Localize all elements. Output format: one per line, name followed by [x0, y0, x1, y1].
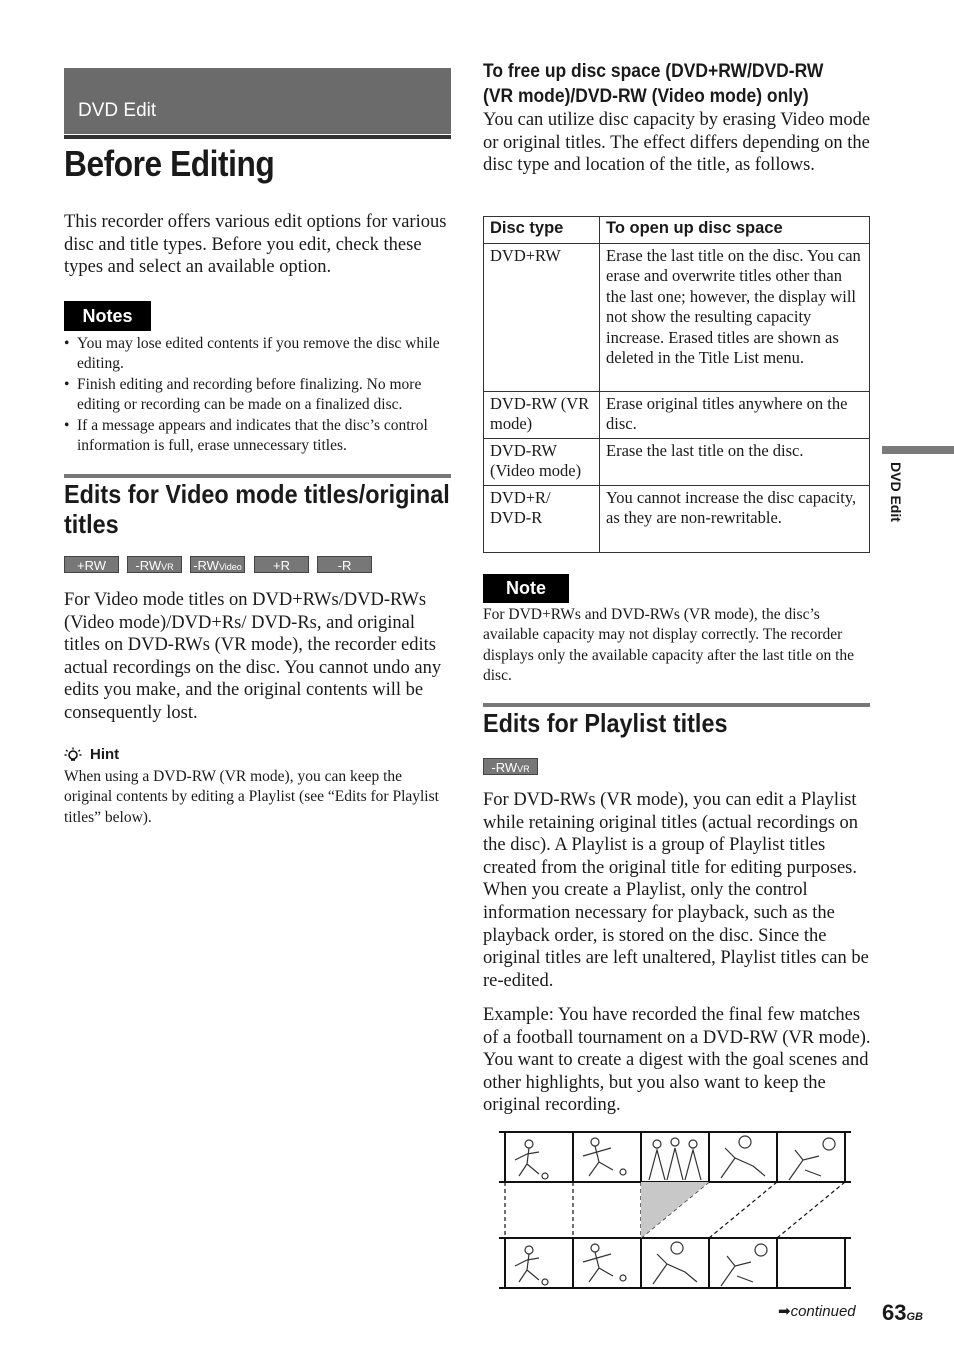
heading-rule: [483, 703, 870, 707]
table-header: Disc type: [484, 217, 600, 244]
free-space-paragraph: You can utilize disc capacity by erasing Video mode or original titles. The effect differs depending on the disc type and location of the title, as follows.: [483, 110, 871, 176]
note-text: For DVD+RWs and DVD-RWs (VR mode), the disc’s available capacity may not display correctly. The recorder displays only the available capacity after the last title on the disc.: [483, 606, 855, 685]
notes-list: [64, 334, 451, 456]
page-title: Before Editing: [64, 143, 275, 184]
notes-label: Notes: [64, 301, 151, 331]
badge-plus-r: +R: [254, 556, 309, 573]
badge-minus-rw-vr: -RWVR: [127, 556, 182, 573]
page-number-suffix: GB: [906, 1311, 923, 1323]
banner-rule: [64, 135, 451, 139]
page-number: [882, 1300, 923, 1326]
arrow-right-icon: ➡: [778, 1303, 791, 1320]
side-tab-bar: [882, 446, 954, 454]
section-label: DVD Edit: [78, 100, 157, 121]
section-banner: [64, 68, 451, 134]
hint-text: When using a DVD-RW (VR mode), you can keep the original contents by editing a Playlist (see “Edits for Playlist titles” below).: [64, 768, 439, 826]
note-item: • Finish editing and recording before finalizing. No more editing or recording can be made on a finalized disc.: [64, 375, 451, 416]
lightbulb-icon: [64, 747, 82, 765]
table-cell: You cannot increase the disc capacity, as they are non-rewritable.: [600, 486, 870, 553]
continued-text: continued: [790, 1303, 856, 1320]
table-cell: DVD-RW (Video mode): [484, 439, 600, 486]
table-row: [484, 439, 870, 486]
playlist-illustration: [499, 1130, 853, 1290]
note-item: • If a message appears and indicates that the disc’s control information is full, erase unnecessary titles.: [64, 416, 451, 457]
page-number-value: 63: [882, 1300, 907, 1325]
table-header: To open up disc space: [600, 217, 870, 244]
table-cell: DVD+R/ DVD-R: [484, 486, 600, 553]
badge-plus-rw: +RW: [64, 556, 119, 573]
note-item: • You may lose edited contents if you remove the disc while editing.: [64, 334, 451, 375]
badge-minus-r: -R: [317, 556, 372, 573]
disc-space-table: [483, 216, 870, 553]
table-row: [484, 392, 870, 439]
playlist-paragraph: For DVD-RWs (VR mode), you can edit a Playlist while retaining original titles (actual recordings on the disc). A Playlist is a group of Playlist titles created from the original title for editing purposes. When you create a Playlist, only the control information necessary for playback, such as the playback order, is stored on the disc. Since the original titles are left unaltered, Playlist titles can be re-edited.: [483, 790, 869, 991]
note-label: Note: [483, 574, 569, 603]
table-cell: DVD+RW: [484, 244, 600, 392]
video-mode-paragraph: For Video mode titles on DVD+RWs/DVD-RWs (Video mode)/DVD+Rs/ DVD-Rs, and original titles on DVD-RWs (VR mode), the recorder edits actual recordings on the disc. You cannot undo any edits you make, and the original contents will be consequently lost.: [64, 590, 442, 723]
heading-rule: [64, 474, 451, 478]
table-cell: DVD-RW (VR mode): [484, 392, 600, 439]
badge-minus-rw-video: -RWVideo: [190, 556, 245, 573]
table-row: [484, 244, 870, 392]
table-cell: Erase original titles anywhere on the disc.: [600, 392, 870, 439]
side-tab-label: DVD Edit: [888, 462, 904, 522]
intro-paragraph: This recorder offers various edit options for various disc and title types. Before you edit, check these types and select an available option.: [64, 212, 447, 278]
example-paragraph: Example: You have recorded the final few matches of a football tournament on a DVD-RW (VR mode). You want to create a digest with the goal scenes and other highlights, but you also want to keep the original recording.: [483, 1005, 871, 1116]
badge-minus-rw-vr: -RWVR: [483, 758, 538, 775]
playlist-heading: Edits for Playlist titles: [483, 708, 728, 738]
table-header-row: [484, 217, 870, 244]
table-cell: Erase the last title on the disc. You can erase and overwrite titles other than the last one; however, the display will not show the resulting capacity increase. Erased titles are shown as deleted in the Title List menu.: [600, 244, 870, 392]
table-row: [484, 486, 870, 553]
free-space-heading: To free up disc space (DVD+RW/DVD-RW (VR mode)/DVD-RW (Video mode) only): [483, 61, 824, 107]
table-cell: Erase the last title on the disc.: [600, 439, 870, 486]
video-mode-heading: Edits for Video mode titles/original titles: [64, 479, 450, 539]
hint-label: Hint: [90, 746, 120, 763]
continued-label: [778, 1302, 856, 1320]
